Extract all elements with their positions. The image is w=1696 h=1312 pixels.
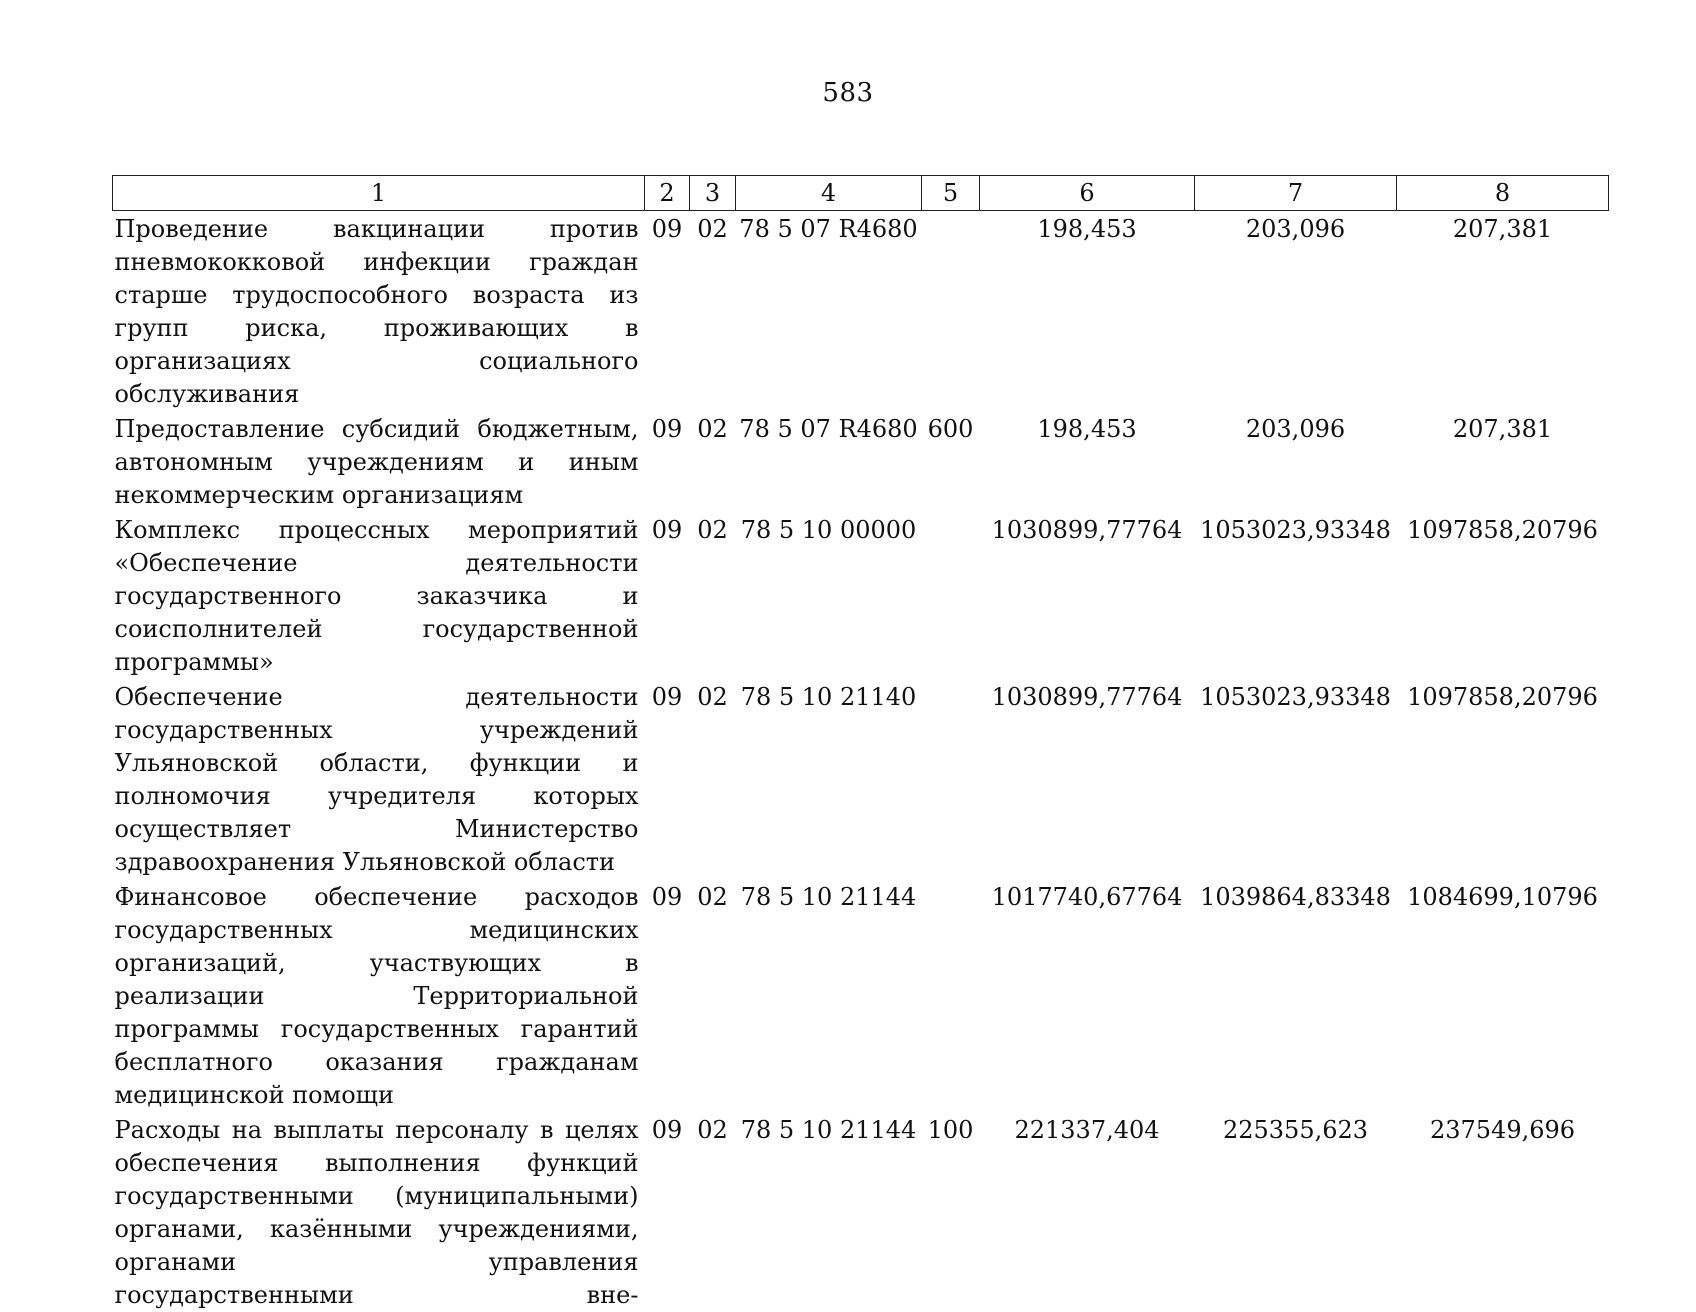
- row-amount-8: 237549,696: [1397, 1112, 1609, 1312]
- row-section: 09: [645, 512, 690, 679]
- header-col-2: 2: [645, 176, 690, 211]
- header-col-3: 3: [690, 176, 736, 211]
- table-row: [113, 512, 1609, 679]
- row-target-code: 78 5 10 21144: [736, 879, 922, 1112]
- table-row: [113, 879, 1609, 1112]
- row-description: Расходы на выплаты персоналу в целях обеспечения выполнения функций государственными (муниципальными) органами, казёнными учреждениями, органами управления государственными вне-: [113, 1112, 645, 1312]
- table-body: [113, 211, 1609, 1312]
- header-col-1: 1: [113, 176, 645, 211]
- row-subsection: 02: [690, 1112, 736, 1312]
- table-row: [113, 211, 1609, 412]
- row-section: 09: [645, 879, 690, 1112]
- row-description: Комплекс процессных мероприятий «Обеспечение деятельности государственного заказчика и соисполнителей государственной программы»: [113, 512, 645, 679]
- row-amount-7: 1053023,93348: [1195, 679, 1397, 879]
- row-target-code: 78 5 07 R4680: [736, 411, 922, 512]
- row-target-code: 78 5 10 21140: [736, 679, 922, 879]
- header-col-6: 6: [980, 176, 1195, 211]
- row-description: Проведение вакцинации против пневмококковой инфекции граждан старше трудоспособного возраста из групп риска, проживающих в организациях социального обслуживания: [113, 211, 645, 412]
- row-amount-6: 198,453: [980, 211, 1195, 412]
- table-header: [113, 176, 1609, 211]
- row-amount-7: 1039864,83348: [1195, 879, 1397, 1112]
- row-expense-type: 100: [922, 1112, 980, 1312]
- header-col-7: 7: [1195, 176, 1397, 211]
- row-expense-type: [922, 879, 980, 1112]
- row-description: Предоставление субсидий бюджетным, автономным учреждениям и иным некоммерческим организациям: [113, 411, 645, 512]
- row-amount-7: 1053023,93348: [1195, 512, 1397, 679]
- row-description: Обеспечение деятельности государственных учреждений Ульяновской области, функции и полномочия учредителя которых осуществляет Министерство здравоохранения Ульяновской области: [113, 679, 645, 879]
- row-amount-6: 1030899,77764: [980, 512, 1195, 679]
- row-amount-7: 225355,623: [1195, 1112, 1397, 1312]
- row-subsection: 02: [690, 512, 736, 679]
- row-expense-type: [922, 679, 980, 879]
- row-target-code: 78 5 10 21144: [736, 1112, 922, 1312]
- row-subsection: 02: [690, 879, 736, 1112]
- row-expense-type: [922, 211, 980, 412]
- row-subsection: 02: [690, 211, 736, 412]
- budget-table: [112, 175, 1609, 1312]
- row-target-code: 78 5 10 00000: [736, 512, 922, 679]
- row-amount-7: 203,096: [1195, 211, 1397, 412]
- table-row: [113, 679, 1609, 879]
- row-amount-6: 221337,404: [980, 1112, 1195, 1312]
- table-row: [113, 1112, 1609, 1312]
- row-amount-6: 1030899,77764: [980, 679, 1195, 879]
- row-amount-8: 207,381: [1397, 411, 1609, 512]
- row-amount-8: 207,381: [1397, 211, 1609, 412]
- row-amount-8: 1097858,20796: [1397, 512, 1609, 679]
- table-row: [113, 411, 1609, 512]
- row-subsection: 02: [690, 411, 736, 512]
- row-amount-8: 1097858,20796: [1397, 679, 1609, 879]
- header-row: [113, 176, 1609, 211]
- header-col-5: 5: [922, 176, 980, 211]
- page-number: 583: [0, 78, 1696, 108]
- budget-table-container: [112, 175, 1608, 1312]
- row-section: 09: [645, 679, 690, 879]
- row-amount-6: 198,453: [980, 411, 1195, 512]
- row-section: 09: [645, 411, 690, 512]
- row-subsection: 02: [690, 679, 736, 879]
- header-col-8: 8: [1397, 176, 1609, 211]
- row-section: 09: [645, 211, 690, 412]
- header-col-4: 4: [736, 176, 922, 211]
- row-expense-type: 600: [922, 411, 980, 512]
- row-amount-8: 1084699,10796: [1397, 879, 1609, 1112]
- row-amount-6: 1017740,67764: [980, 879, 1195, 1112]
- row-section: 09: [645, 1112, 690, 1312]
- row-target-code: 78 5 07 R4680: [736, 211, 922, 412]
- row-description: Финансовое обеспечение расходов государственных медицинских организаций, участвующих в реализации Территориальной программы государственных гарантий бесплатного оказания гражданам медицинской помощи: [113, 879, 645, 1112]
- row-amount-7: 203,096: [1195, 411, 1397, 512]
- row-expense-type: [922, 512, 980, 679]
